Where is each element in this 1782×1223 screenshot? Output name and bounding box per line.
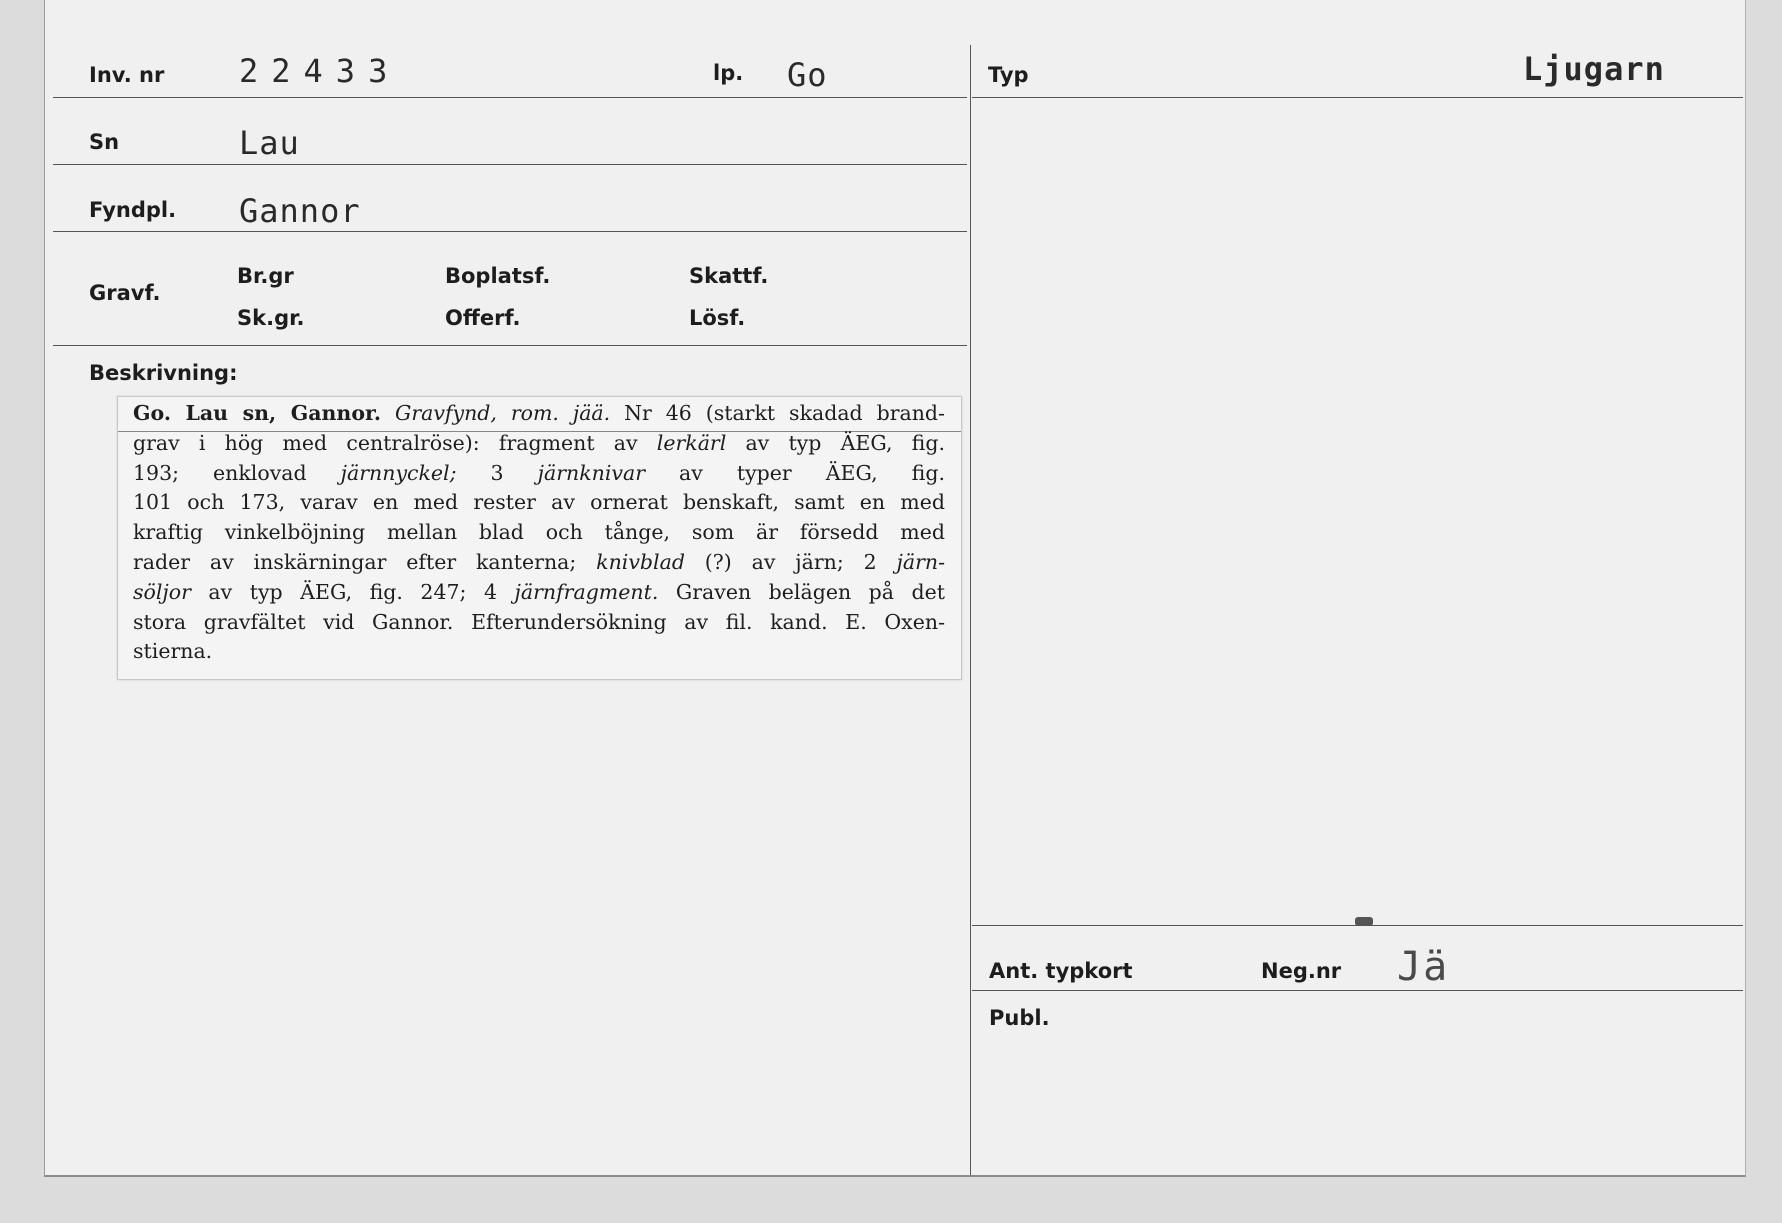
lp-value: Go	[787, 56, 828, 94]
description-run: stora gravfältet vid Gannor. Efterundersökning av fil. kand. E. Oxen-	[133, 609, 945, 634]
beskrivning-label: Beskrivning:	[89, 361, 238, 385]
description-run: stierna.	[133, 639, 213, 664]
description-run: 193; enklovad	[133, 460, 341, 485]
description-run: kraftig vinkelböjning mellan blad och tånge, som är försedd med	[133, 520, 945, 545]
row-divider	[53, 97, 967, 98]
description-line	[133, 488, 945, 518]
description-line	[133, 608, 945, 638]
neg-nr-label: Neg.nr	[1261, 959, 1342, 983]
ink-smudge	[1355, 917, 1373, 926]
catalog-card	[44, 0, 1746, 1177]
description-line	[133, 429, 945, 459]
inv-nr-label: Inv. nr	[89, 63, 165, 87]
description-run: järnfragment.	[514, 579, 659, 604]
description-run: järnknivar	[537, 460, 645, 485]
description-run: av typ ÄEG, fig. 247; 4	[190, 579, 515, 604]
neg-nr-stamp: Jä	[1397, 944, 1450, 990]
ant-typkort-label: Ant. typkort	[989, 959, 1133, 983]
description-run: järn-	[896, 549, 945, 574]
description-text	[133, 399, 945, 667]
description-line	[133, 399, 945, 429]
description-run: knivblad	[596, 549, 685, 574]
inv-nr-value: 22433	[239, 52, 401, 90]
description-run: 3	[456, 460, 538, 485]
description-run: 101 och 173, varav en med rester av ornerat benskaft, samt en med	[133, 490, 945, 515]
description-run: järnnyckel;	[340, 460, 457, 485]
skattf-label: Skattf.	[689, 264, 769, 288]
description-line	[133, 459, 945, 489]
description-run: grav i hög med centralröse): fragment av	[133, 430, 657, 455]
row-divider	[972, 990, 1743, 991]
fyndpl-value: Gannor	[239, 192, 361, 230]
description-run: rader av inskärningar efter kanterna;	[133, 549, 597, 574]
description-run: av typer ÄEG, fig.	[645, 460, 945, 485]
gravf-label: Gravf.	[89, 281, 161, 305]
sn-value: Lau	[239, 124, 300, 162]
skgr-label: Sk.gr.	[237, 306, 305, 330]
typ-label: Typ	[988, 63, 1029, 87]
row-divider	[53, 164, 967, 165]
sn-label: Sn	[89, 130, 120, 154]
row-divider	[972, 97, 1743, 98]
description-run: Nr 46 (starkt skadad brand-	[610, 401, 945, 425]
fyndpl-label: Fyndpl.	[89, 198, 177, 222]
row-divider	[53, 345, 967, 346]
lp-label: lp.	[713, 61, 744, 85]
description-run: (?) av järn; 2	[684, 549, 897, 574]
description-run: av typ ÄEG, fig.	[726, 430, 945, 455]
brgr-label: Br.gr	[237, 264, 294, 288]
row-divider	[53, 231, 967, 232]
description-run: söljor	[133, 579, 191, 604]
description-run: Gravfynd, rom. jää.	[394, 401, 611, 425]
description-clipping	[117, 396, 962, 680]
description-line	[133, 637, 945, 667]
description-line	[133, 518, 945, 548]
description-run	[381, 401, 395, 425]
description-line	[133, 548, 945, 578]
losf-label: Lösf.	[689, 306, 746, 330]
description-line	[133, 578, 945, 608]
typ-value: Ljugarn	[1523, 50, 1665, 88]
publ-label: Publ.	[989, 1006, 1050, 1030]
description-run: lerkärl	[656, 430, 727, 455]
offerf-label: Offerf.	[445, 306, 521, 330]
boplatsf-label: Boplatsf.	[445, 264, 551, 288]
description-run: Graven belägen på det	[658, 579, 945, 604]
column-divider	[970, 45, 971, 1175]
description-run: Go. Lau sn, Gannor.	[133, 401, 382, 425]
